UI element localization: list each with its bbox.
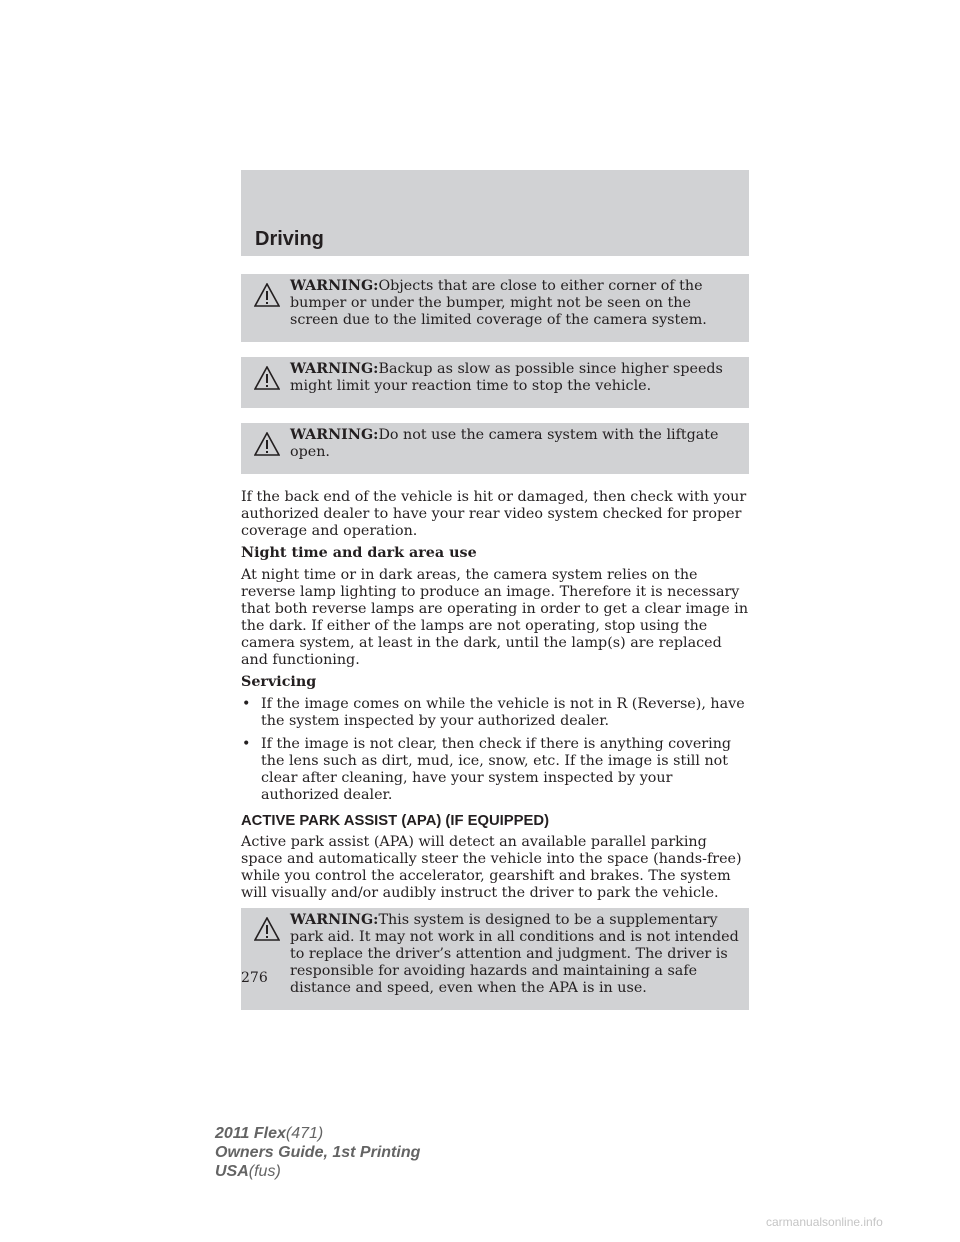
footer-line-2: Owners Guide, 1st Printing [215, 1144, 421, 1161]
footer-model: 2011 Flex [215, 1125, 286, 1142]
footer-line-1 [215, 1124, 420, 1143]
warning-text [243, 278, 741, 329]
bullet-glyph: • [242, 736, 251, 752]
warning-label: WARNING: [290, 427, 379, 443]
bullet-text: If the image is not clear, then check if there is anything covering the lens such as dirt, mud, ice, snow, etc. If the image is still not clear after cleaning, have your system inspected by your authorized dealer. [261, 736, 732, 803]
watermark-link[interactable]: carmanualsonline.info [766, 1215, 883, 1229]
apa-paragraph: Active park assist (APA) will detect an available parallel parking space and automatically steer the vehicle into the space (hands-free) while you control the accelerator, gearshift and brakes. The system will visually and/or audibly instruct the driver to park the vehicle. [241, 834, 742, 901]
night-heading: Night time and dark area use [241, 545, 477, 561]
warning-box-3 [241, 423, 749, 474]
print-footer [215, 1124, 420, 1181]
warning-body: Do not use the camera system with the liftgate open. [290, 427, 719, 460]
footer-market-code: (fus) [248, 1163, 281, 1180]
warning-body: Objects that are close to either corner of the bumper or under the bumper, might not be seen on the screen due to the limited coverage of the camera system. [290, 278, 707, 328]
paragraph-damage: If the back end of the vehicle is hit or damaged, then check with your authorized dealer to have your rear video system checked for proper coverage and operation. [241, 489, 747, 539]
footer-code: (471) [285, 1125, 324, 1142]
warning-box-1 [241, 274, 749, 342]
apa-heading: ACTIVE PARK ASSIST (APA) (IF EQUIPPED) [241, 813, 550, 829]
warning-box-apa [241, 908, 749, 1010]
night-paragraph: At night time or in dark areas, the camera system relies on the reverse lamp lighting to produce an image. Therefore it is necessary that both reverse lamps are operating in order to get a clear image in the dark. If either of the lamps are not operating, stop using the camera system, at least in the dark, until the lamp(s) are replaced and functioning. [241, 567, 749, 668]
list-item [241, 736, 749, 804]
warning-text [243, 427, 741, 461]
page-content [241, 274, 749, 1025]
bullet-glyph: • [242, 696, 251, 712]
section-title: Driving [255, 228, 324, 250]
servicing-heading: Servicing [241, 674, 317, 690]
footer-line-3 [215, 1162, 420, 1181]
warning-triangle-icon [254, 283, 280, 307]
warning-label: WARNING: [290, 278, 379, 294]
warning-label: WARNING: [290, 361, 379, 377]
page-number: 276 [241, 970, 268, 986]
bullet-text: If the image comes on while the vehicle is not in R (Reverse), have the system inspected by your authorized dealer. [261, 696, 745, 729]
warning-label: WARNING: [290, 912, 379, 928]
warning-body: Backup as slow as possible since higher speeds might limit your reaction time to stop the vehicle. [290, 361, 723, 394]
list-item [241, 696, 749, 730]
warning-box-2 [241, 357, 749, 408]
warning-text [243, 361, 741, 395]
warning-triangle-icon [254, 432, 280, 456]
warning-text [243, 912, 741, 997]
warning-body: This system is designed to be a supplementary park aid. It may not work in all conditions and is not intended to replace the driver’s attention and judgment. The driver is responsible for avoiding hazards and maintaining a safe distance and speed, even when the APA is in use. [290, 912, 739, 996]
footer-market: USA [215, 1163, 249, 1180]
warning-triangle-icon [254, 917, 280, 941]
warning-triangle-icon [254, 366, 280, 390]
